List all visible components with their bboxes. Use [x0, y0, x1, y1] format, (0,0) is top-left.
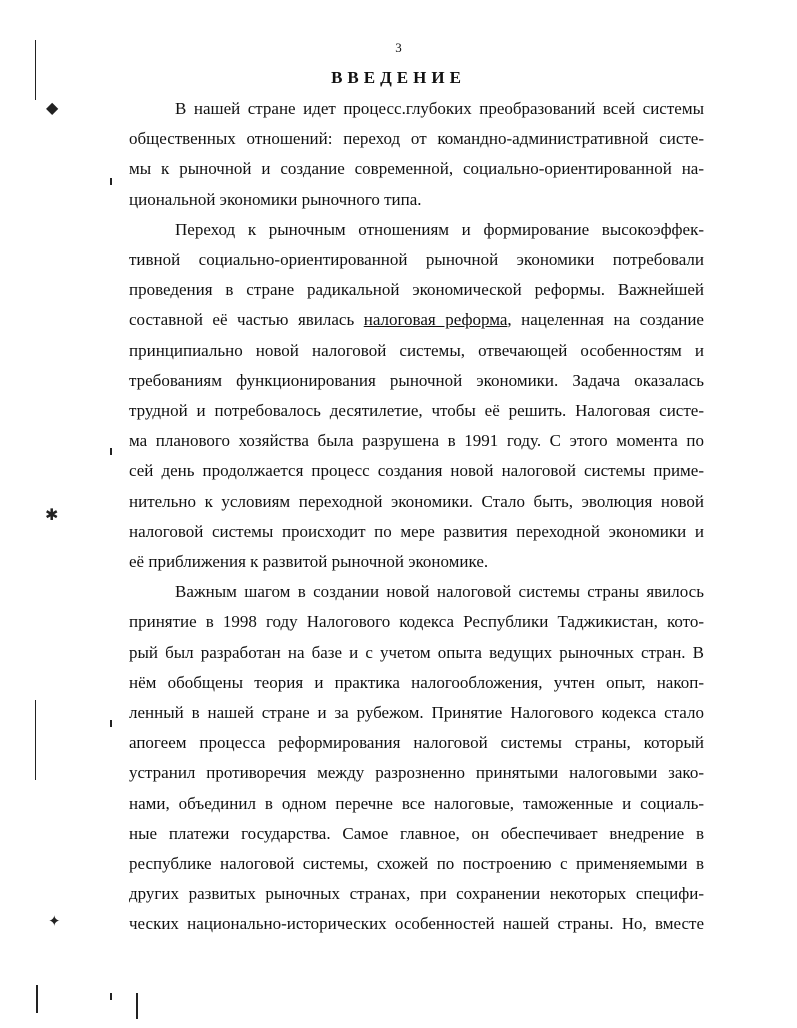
text-line: принятие в 1998 году Налогового кодекса Республики Таджикистан, кото- [129, 612, 704, 632]
document-body [129, 94, 704, 940]
text-fragment: , нацеленная на создание [507, 310, 704, 330]
text-line: ные платежи государства. Самое главное, он обеспечивает внедрение в [129, 823, 704, 843]
text-line: устранил противоречия между разрозненно принятыми налоговыми зако- [129, 763, 704, 783]
text-fragment: составной её частью явилась [129, 310, 355, 330]
text-line-composite [129, 305, 704, 335]
text-line: апогеем процесса реформирования налоговой системы страны, который [129, 733, 704, 753]
scan-tick-mark [110, 993, 112, 1000]
text-line: Важным шагом в создании новой налоговой системы страны явилось [175, 582, 704, 602]
text-line: требованиям функционирования рыночной экономики. Задача оказалась [129, 370, 704, 390]
paragraph-3 [129, 577, 704, 939]
scan-margin-line [36, 985, 38, 1013]
text-line: республике налоговой системы, схожей по построению с применяемыми в [129, 854, 704, 874]
scan-margin-line [35, 700, 36, 780]
page-title: ВВЕДЕНИЕ [331, 68, 466, 87]
scan-margin-line [35, 40, 36, 100]
scan-blot-icon: ◆ [46, 98, 59, 117]
scan-tick-mark [110, 178, 112, 185]
paragraph-2 [129, 215, 704, 577]
underlined-phrase: налоговая реформа [363, 310, 508, 330]
text-line: ма планового хозяйства была разрушена в 1991 году. С этого момента по [129, 431, 704, 451]
scan-blot-icon: ✦ [48, 912, 61, 930]
text-line: Переход к рыночным отношениям и формирование высокоэффек- [175, 219, 704, 239]
text-line: общественных отношений: переход от командно-административной систе- [129, 129, 704, 149]
text-line: её приближения к развитой рыночной экономике. [129, 552, 489, 572]
text-line: ленный в нашей стране и за рубежом. Принятие Налогового кодекса стало [129, 703, 704, 723]
paragraph-1 [129, 94, 704, 215]
text-line: принципиально новой налоговой системы, отвечающей особенностям и [129, 340, 704, 360]
text-line: циональной экономики рыночного типа. [129, 189, 422, 209]
scan-margin-line [136, 993, 138, 1019]
scan-tick-mark [110, 720, 112, 727]
text-line: сей день продолжается процесс создания новой налоговой системы приме- [129, 461, 704, 481]
text-line: нём обобщены теория и практика налогообложения, учтен опыт, накоп- [129, 672, 704, 692]
text-line: нами, объединил в одном перечне все налоговые, таможенные и социаль- [129, 793, 704, 813]
text-line: проведения в стране радикальной экономической реформы. Важнейшей [129, 280, 704, 300]
text-line: рый был разработан на базе и с учетом опыта ведущих рыночных стран. В [129, 642, 704, 662]
text-line: ческих национально-исторических особенностей нашей страны. Но, вместе [129, 914, 704, 934]
text-line: нительно к условиям переходной экономики. Стало быть, эволюция новой [129, 491, 704, 511]
page-number: 3 [395, 40, 402, 55]
text-line: тивной социально-ориентированной рыночной экономики потребовали [129, 250, 704, 270]
scan-tick-mark [110, 448, 112, 455]
text-line: других развитых рыночных странах, при сохранении некоторых специфи- [129, 884, 704, 904]
text-line: В нашей стране идет процесс.глубоких преобразований всей системы [175, 99, 704, 118]
text-line: налоговой системы происходит по мере развития переходной экономики и [129, 521, 704, 541]
text-line: мы к рыночной и создание современной, социально-ориентированной на- [129, 159, 704, 179]
text-line: трудной и потребовалось десятилетие, чтобы её решить. Налоговая систе- [129, 401, 704, 421]
scan-blot-icon: ✱ [45, 505, 59, 524]
